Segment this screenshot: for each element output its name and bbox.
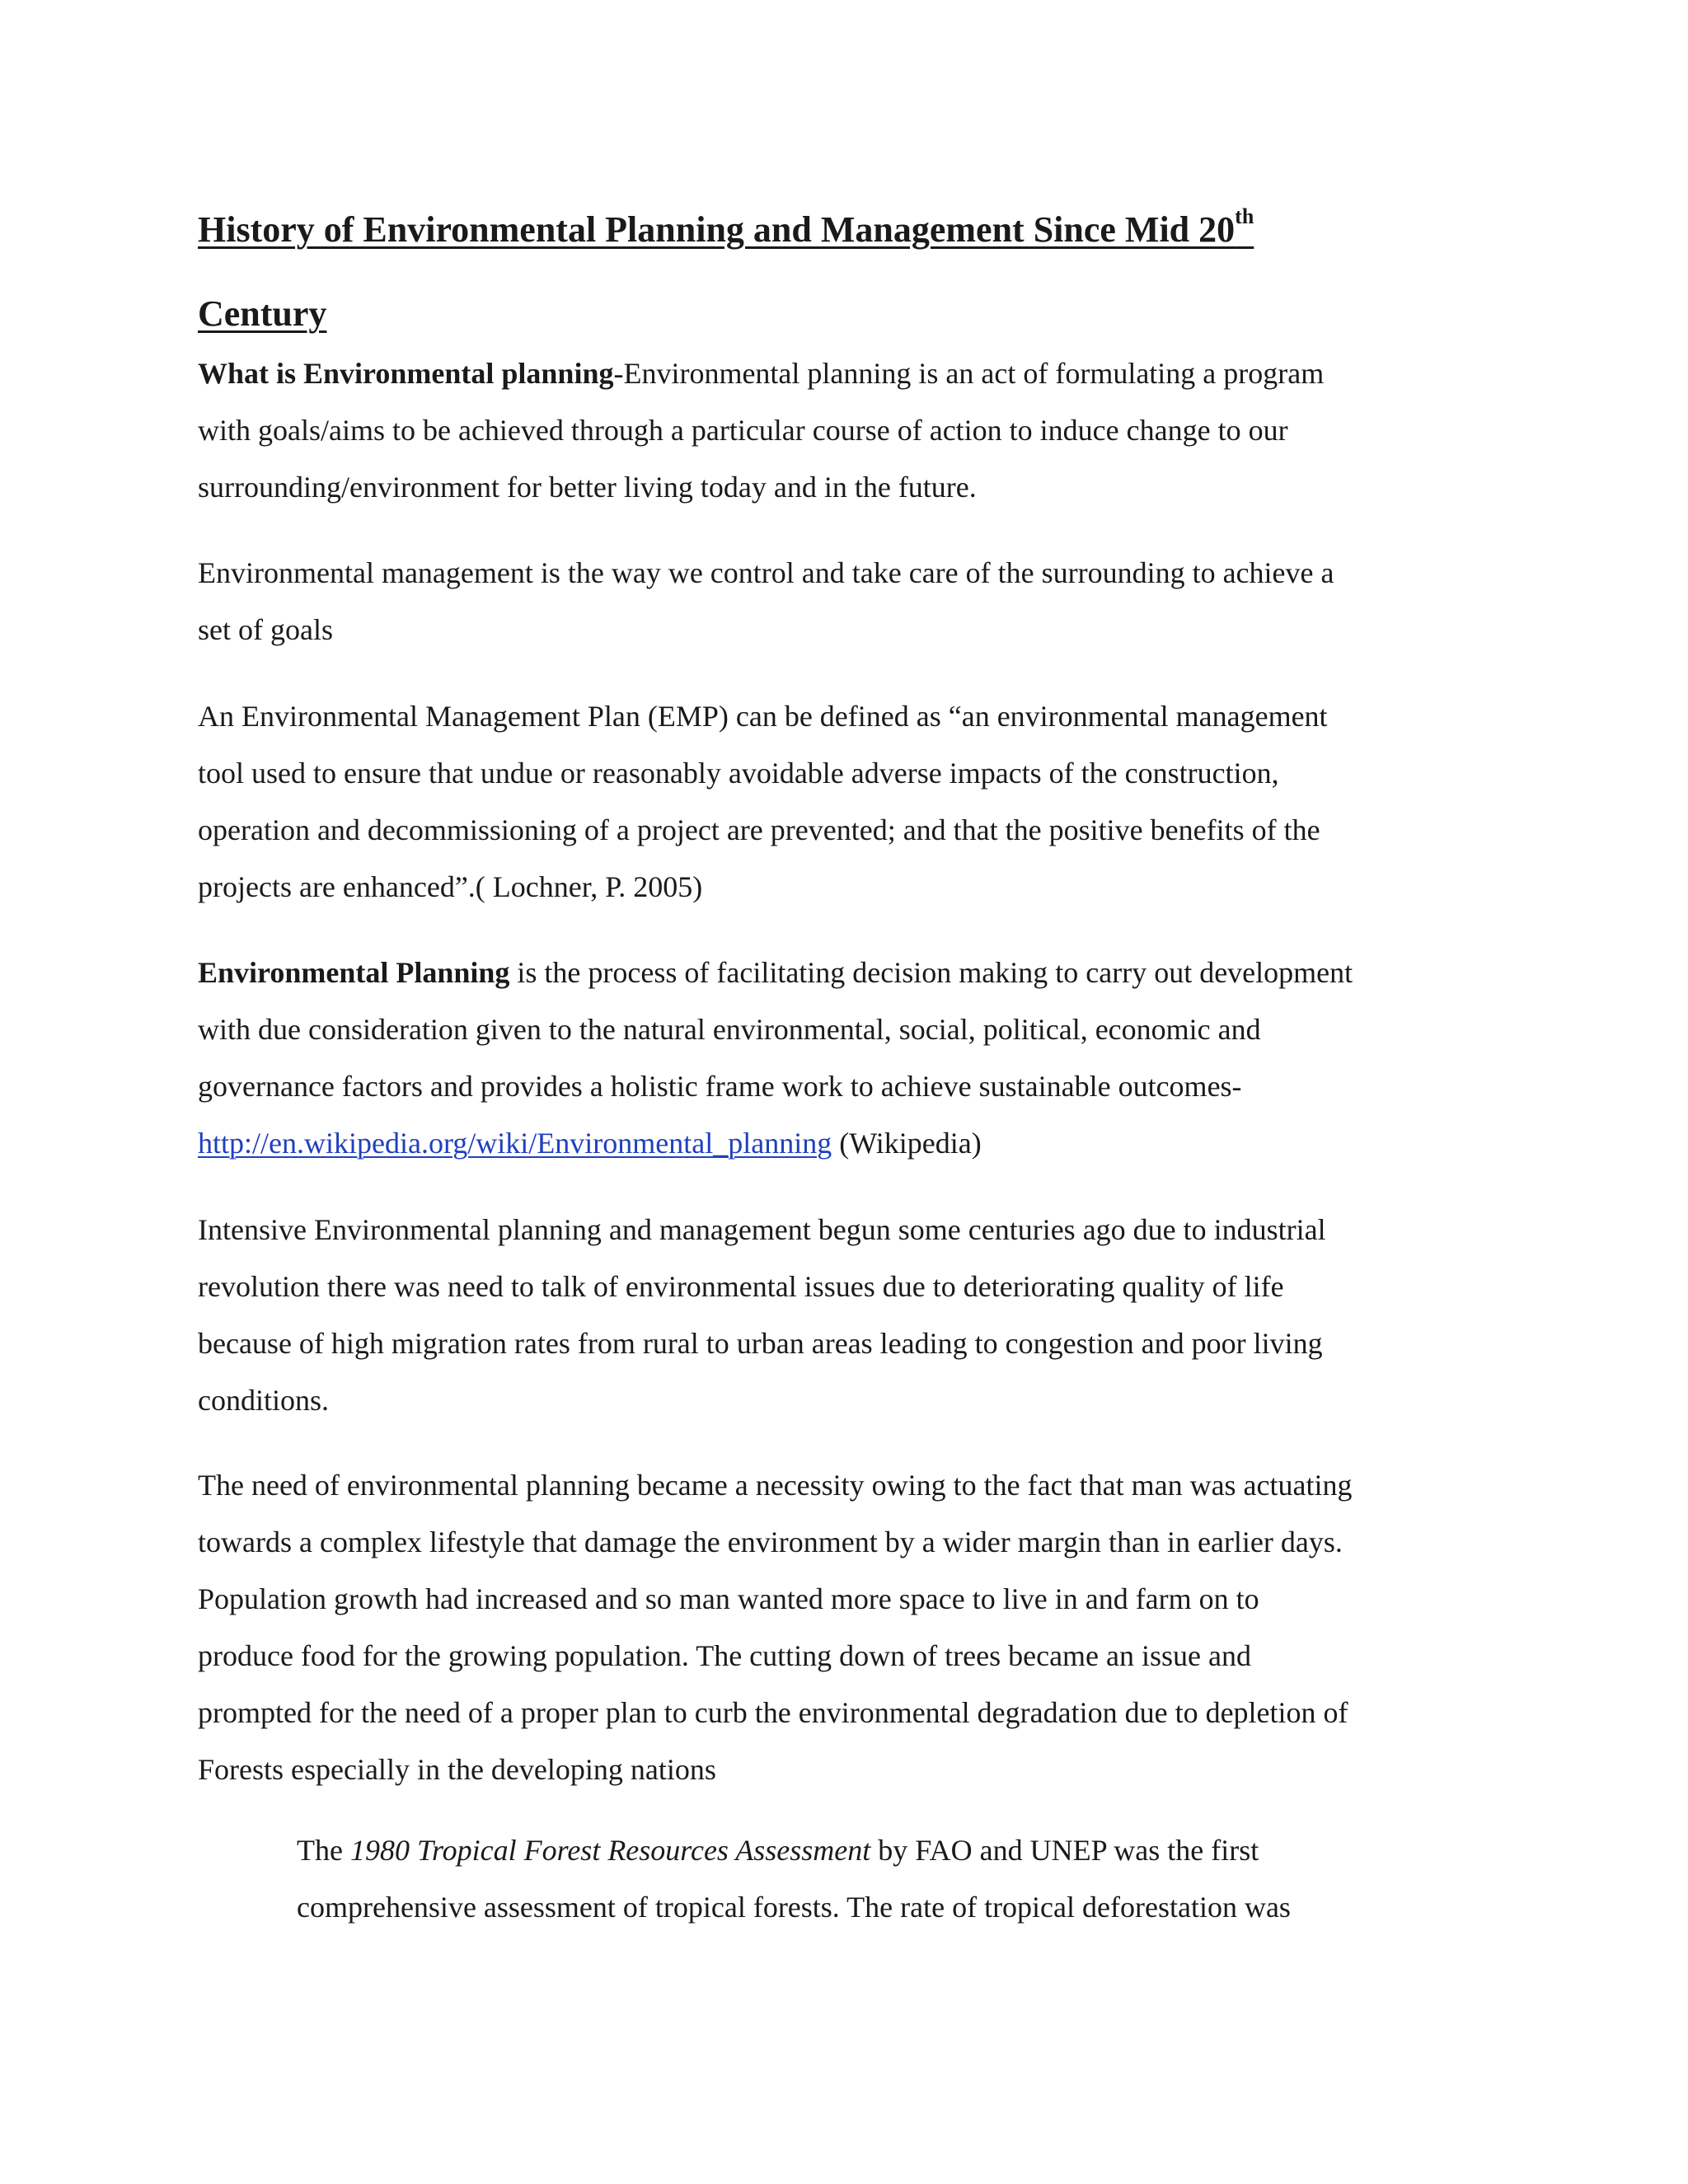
paragraph-environmental-planning-definition [198, 944, 1484, 1172]
term-environmental-planning: What is Environmental planning [198, 357, 614, 390]
title-superscript: th [1235, 204, 1254, 228]
wikipedia-link[interactable]: http://en.wikipedia.org/wiki/Environmental_planning [198, 1127, 832, 1160]
link-source-label: (Wikipedia) [832, 1127, 982, 1160]
paragraph-text: Intensive Environmental planning and management begun some centuries ago due to industrial revolution there was need to talk of environmental issues due to deteriorating quality of life because of high migration rates from rural to urban areas leading to congestion and poor living conditions. [198, 1213, 1326, 1417]
page-title [198, 188, 1484, 356]
title-part1: History of Environmental Planning and Management Since Mid 20 [198, 209, 1236, 250]
paragraph-need-of-planning [198, 1457, 1484, 1798]
paragraph-text: is the process of facilitating decision making to carry out development with due consideration given to the natural environmental, social, political, economic and governance factors and provides a holistic frame work to achieve sustainable outcomes- [198, 956, 1353, 1103]
title-part2: Century [198, 293, 327, 334]
quote-text-before: The [297, 1834, 350, 1867]
paragraph-intensive-planning [198, 1202, 1484, 1429]
paragraph-what-is-environmental-planning [198, 345, 1484, 516]
paragraph-text: An Environmental Management Plan (EMP) can be defined as “an environmental management tool used to ensure that undue or reasonably avoidable adverse impacts of the construction, operation and decommissioning of a project are prevented; and that the positive benefits of the projects are enhanced”.( Lochner, P. 2005) [198, 700, 1328, 903]
paragraph-text: -Environmental planning is an act of formulating a program with goals/aims to be achieved through a particular course of action to induce change to our surrounding/environment for better living today and in the future. [198, 357, 1325, 504]
paragraph-environmental-management [198, 545, 1484, 658]
term-environmental-planning-bold: Environmental Planning [198, 956, 510, 989]
indented-quote-paragraph [297, 1822, 1484, 1936]
quote-text-after: by FAO and UNEP was the first comprehensive assessment of tropical forests. The rate of tropical deforestation was [297, 1834, 1291, 1924]
paragraph-text: The need of environmental planning became a necessity owing to the fact that man was actuating towards a complex lifestyle that damage the environment by a wider margin than in earlier days. Population growth had increased and so man wanted more space to live in and farm on to produce food for the growing population. The cutting down of trees became an issue and prompted for the need of a proper plan to curb the environmental degradation due to depletion of Forests especially in the developing nations [198, 1469, 1353, 1786]
paragraph-emp-definition [198, 688, 1484, 916]
paragraph-text: Environmental management is the way we control and take care of the surrounding to achieve a set of goals [198, 556, 1334, 646]
assessment-title-italic: 1980 Tropical Forest Resources Assessment [349, 1834, 871, 1867]
